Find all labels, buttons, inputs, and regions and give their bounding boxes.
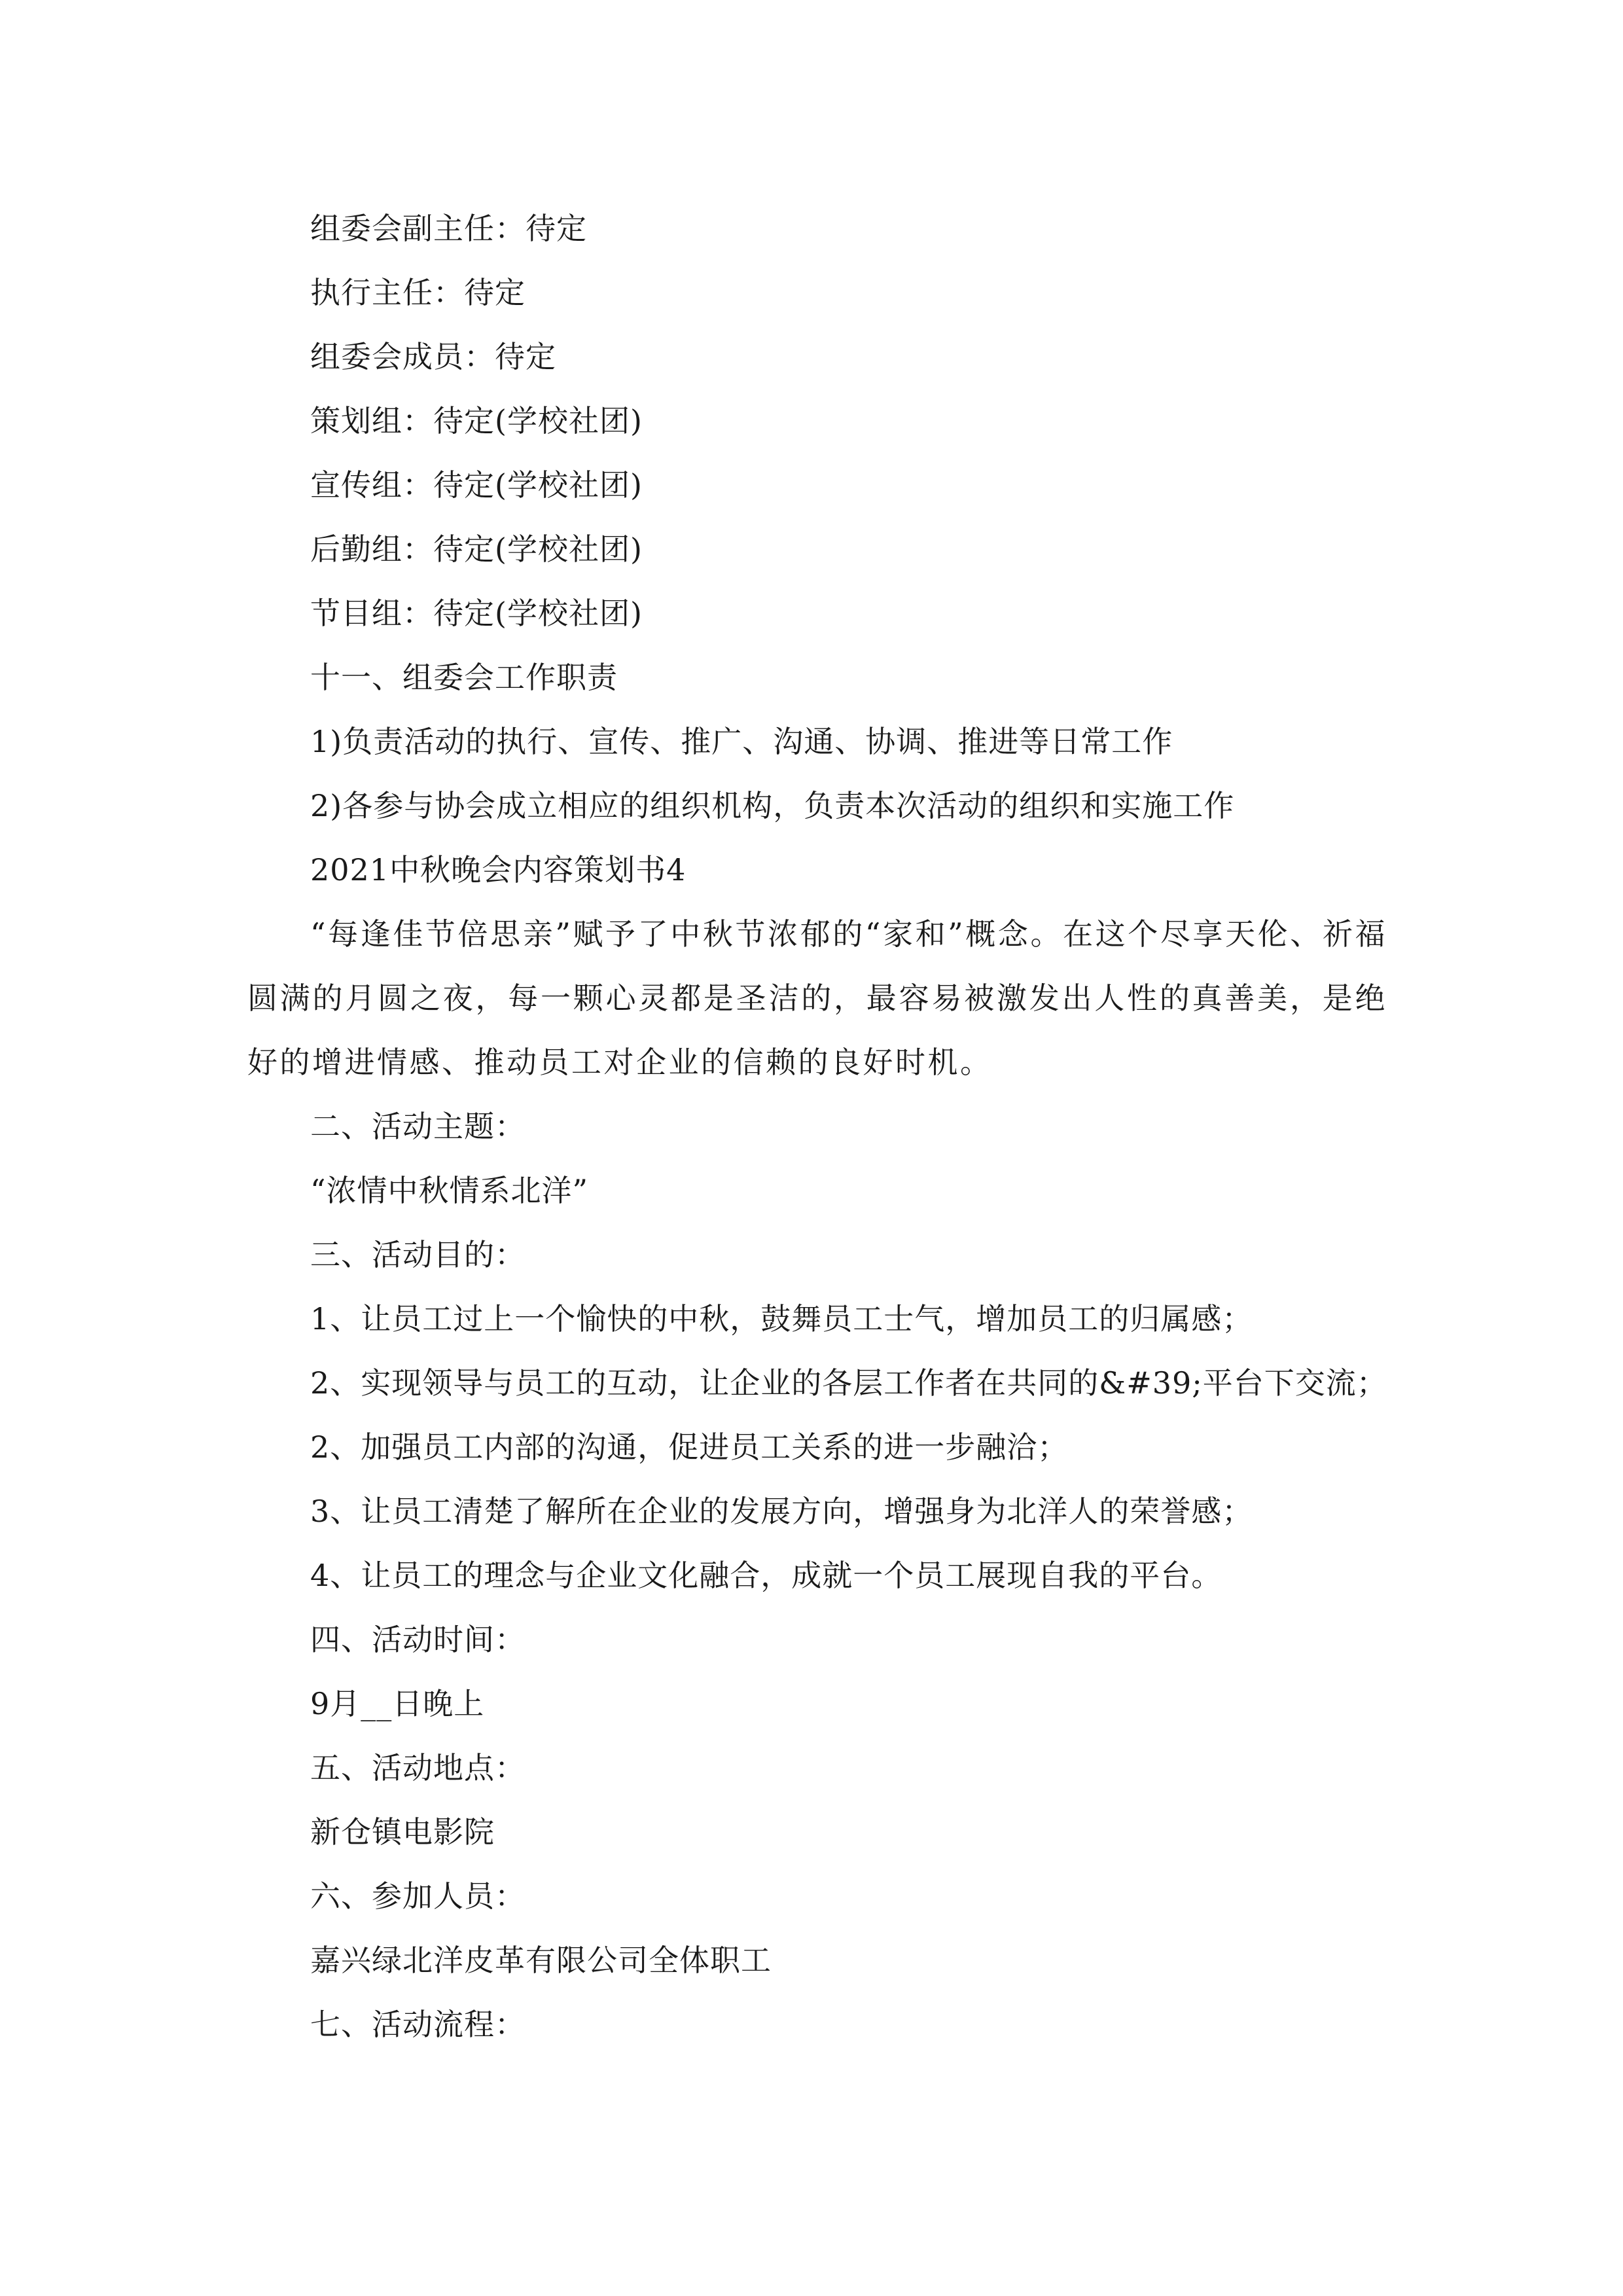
text-line-logistics-group: 后勤组：待定(学校社团) [310,531,643,567]
text-line-publicity-group: 宣传组：待定(学校社团) [310,467,643,503]
theme-text: “浓情中秋情系北洋” [310,1173,589,1208]
location-text: 新仓镇电影院 [310,1814,495,1850]
section-heading-purpose: 三、活动目的： [310,1237,526,1272]
text-line-program-group: 节目组：待定(学校社团) [310,596,643,631]
duty-item-1: 1)负责活动的执行、宣传、推广、沟通、协调、推进等日常工作 [310,724,1173,759]
text-line-planning-group: 策划组：待定(学校社团) [310,403,643,439]
document-subtitle: 2021中秋晚会内容策划书4 [310,852,687,888]
section-heading-location: 五、活动地点： [310,1750,526,1785]
intro-paragraph: “每逢佳节倍思亲”赋予了中秋节浓郁的“家和”概念。在这个尽享天伦、祈福圆满的月圆之夜，每一颗心灵都是圣洁的，最容易被激发出人性的真善美，是绝好的增进情感、推动员工对企业的信赖的良好时机。 [247,916,1387,1080]
document-body [247,196,1393,2056]
section-heading-time: 四、活动时间： [310,1622,526,1657]
purpose-item-2: 2、实现领导与员工的互动，让企业的各层工作者在共同的&#39;平台下交流； [310,1365,1387,1401]
purpose-item-3: 2、加强员工内部的沟通，促进员工关系的进一步融洽； [310,1429,1069,1465]
text-line-executive-director: 执行主任：待定 [310,275,526,310]
purpose-item-5: 4、让员工的理念与企业文化融合，成就一个员工展现自我的平台。 [310,1558,1222,1593]
section-heading-theme: 二、活动主题： [310,1109,526,1144]
text-line-vice-director: 组委会副主任：待定 [310,211,587,246]
duty-item-2: 2)各参与协会成立相应的组织机构，负责本次活动的组织和实施工作 [310,788,1235,823]
section-heading-duties: 十一、组委会工作职责 [310,660,618,695]
section-heading-process: 七、活动流程： [310,2007,526,2042]
text-line-committee-members: 组委会成员：待定 [310,339,556,374]
participants-text: 嘉兴绿北洋皮革有限公司全体职工 [310,1943,772,1978]
purpose-item-1: 1、让员工过上一个愉快的中秋，鼓舞员工士气，增加员工的归属感； [310,1301,1253,1336]
purpose-item-4: 3、让员工清楚了解所在企业的发展方向，增强身为北洋人的荣誉感； [310,1494,1253,1529]
time-text: 9月__日晚上 [310,1686,485,1721]
section-heading-participants: 六、参加人员： [310,1878,526,1914]
